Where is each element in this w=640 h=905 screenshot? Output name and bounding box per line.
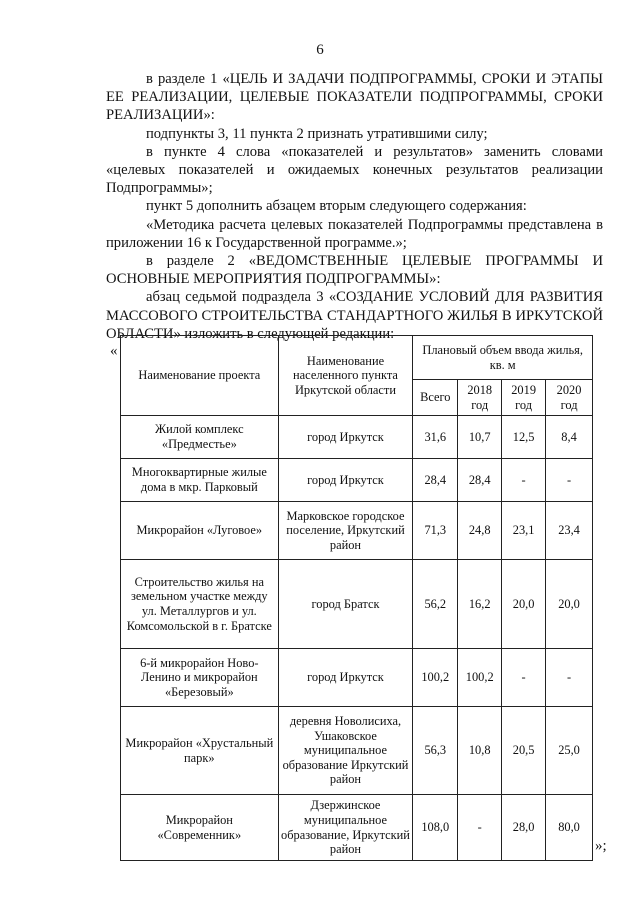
- settlement-name: деревня Новолисиха, Ушаковское муниципальное образование Иркутский район: [278, 707, 413, 795]
- project-name: Многоквартирные жилые дома в мкр. Парковый: [121, 459, 279, 502]
- value-2019: 12,5: [502, 416, 546, 459]
- header-settlement: Наименование населенного пункта Иркутской области: [278, 336, 413, 416]
- total-value: 100,2: [413, 649, 458, 707]
- total-value: 56,2: [413, 560, 458, 649]
- paragraph-section-1: в разделе 1 «ЦЕЛЬ И ЗАДАЧИ ПОДПРОГРАММЫ, СРОКИ И ЭТАПЫ ЕЕ РЕАЛИЗАЦИИ, ЦЕЛЕВЫЕ ПОКАЗАТЕЛИ ПОДПРОГРАММЫ, СРОКИ РЕАЛИЗАЦИИ»:: [106, 71, 603, 124]
- table-row: [121, 649, 593, 707]
- table-row: [121, 795, 593, 861]
- value-2018: 10,8: [458, 707, 502, 795]
- header-total: Всего: [413, 380, 458, 416]
- project-name: Жилой комплекс «Предместье»: [121, 416, 279, 459]
- value-2019: 20,0: [502, 560, 546, 649]
- value-2018: 28,4: [458, 459, 502, 502]
- settlement-name: город Иркутск: [278, 459, 413, 502]
- page-number: 6: [316, 42, 324, 58]
- header-2020: 2020 год: [546, 380, 593, 416]
- value-2019: -: [502, 459, 546, 502]
- table-row: [121, 502, 593, 560]
- value-2020: -: [546, 459, 593, 502]
- settlement-name: город Иркутск: [278, 649, 413, 707]
- projects-table: [120, 335, 593, 861]
- value-2020: 20,0: [546, 560, 593, 649]
- project-name: Микрорайон «Луговое»: [121, 502, 279, 560]
- closing-quote: »;: [595, 838, 607, 854]
- value-2020: 80,0: [546, 795, 593, 861]
- value-2019: 23,1: [502, 502, 546, 560]
- total-value: 71,3: [413, 502, 458, 560]
- value-2018: 100,2: [458, 649, 502, 707]
- paragraph-subitems: подпункты 3, 11 пункта 2 признать утратившими силу;: [146, 125, 488, 142]
- header-volume: Плановый объем ввода жилья, кв. м: [413, 336, 593, 380]
- opening-quote: «: [110, 343, 118, 359]
- header-project: Наименование проекта: [121, 336, 279, 416]
- settlement-name: Дзержинское муниципальное образование, Иркутский район: [278, 795, 413, 861]
- value-2020: 23,4: [546, 502, 593, 560]
- table-row: [121, 459, 593, 502]
- total-value: 56,3: [413, 707, 458, 795]
- value-2020: -: [546, 649, 593, 707]
- total-value: 31,6: [413, 416, 458, 459]
- settlement-name: город Братск: [278, 560, 413, 649]
- paragraph-section-2: в разделе 2 «ВЕДОМСТВЕННЫЕ ЦЕЛЕВЫЕ ПРОГРАММЫ И ОСНОВНЫЕ МЕРОПРИЯТИЯ ПОДПРОГРАММЫ»:: [106, 253, 603, 288]
- value-2020: 8,4: [546, 416, 593, 459]
- value-2018: 24,8: [458, 502, 502, 560]
- paragraph-subsection-3: абзац седьмой подраздела 3 «СОЗДАНИЕ УСЛОВИЙ ДЛЯ РАЗВИТИЯ МАССОВОГО СТРОИТЕЛЬСТВА СТАНДАРТНОГО ЖИЛЬЯ В ИРКУТСКОЙ ОБЛАСТИ» изложить в следующей редакции:: [106, 289, 603, 342]
- header-2019: 2019 год: [502, 380, 546, 416]
- settlement-name: Марковское городское поселение, Иркутский район: [278, 502, 413, 560]
- value-2019: 20,5: [502, 707, 546, 795]
- value-2020: 25,0: [546, 707, 593, 795]
- header-2018: 2018 год: [458, 380, 502, 416]
- table-row: [121, 560, 593, 649]
- value-2018: -: [458, 795, 502, 861]
- project-name: Строительство жилья на земельном участке между ул. Металлургов и ул. Комсомольской в г. Братске: [121, 560, 279, 649]
- project-name: 6-й микрорайон Ново-Ленино и микрорайон «Березовый»: [121, 649, 279, 707]
- project-name: Микрорайон «Современник»: [121, 795, 279, 861]
- settlement-name: город Иркутск: [278, 416, 413, 459]
- value-2019: 28,0: [502, 795, 546, 861]
- value-2019: -: [502, 649, 546, 707]
- document-body: [106, 70, 603, 343]
- value-2018: 10,7: [458, 416, 502, 459]
- value-2018: 16,2: [458, 560, 502, 649]
- total-value: 108,0: [413, 795, 458, 861]
- paragraph-item-5: пункт 5 дополнить абзацем вторым следующего содержания:: [146, 198, 527, 215]
- table-row: [121, 416, 593, 459]
- table-row: [121, 707, 593, 795]
- total-value: 28,4: [413, 459, 458, 502]
- project-name: Микрорайон «Хрустальный парк»: [121, 707, 279, 795]
- paragraph-item-4: в пункте 4 слова «показателей и результатов» заменить словами «целевых показателей и ожидаемых конечных результатов реализации Подпрограммы»;: [106, 143, 603, 197]
- paragraph-methodology: «Методика расчета целевых показателей Подпрограммы представлена в приложении 16 к Государственной программе.»;: [106, 216, 603, 251]
